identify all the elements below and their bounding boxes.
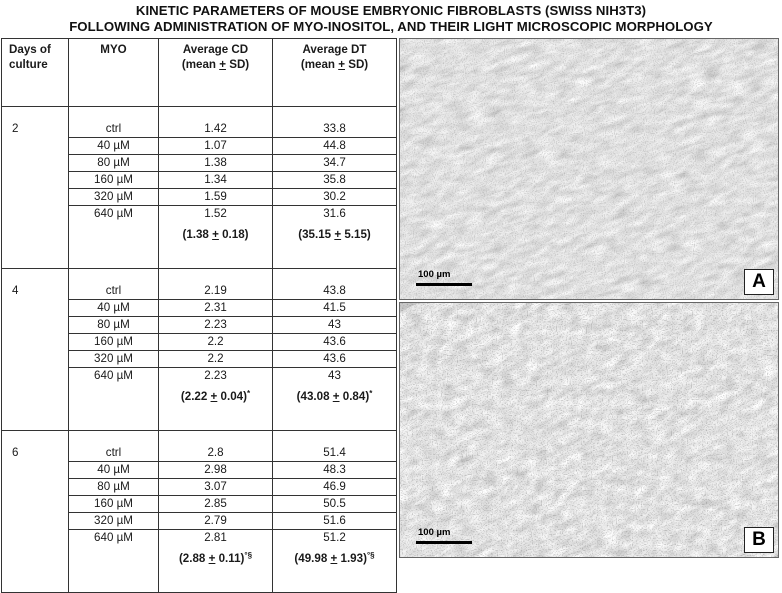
cell-cd [159,206,273,269]
micrograph-panel-a [399,38,779,300]
cell-cd [159,121,273,138]
dt-mean-text: (35.15 + 5.15) [298,228,371,241]
table-row [2,496,397,513]
dt-significance-mark: °§ [366,551,375,560]
cd-significance-mark: °§ [244,551,253,560]
header-cd-line-2: (mean + SD) [181,58,250,71]
cell-cd-value: 2.19 [204,283,227,297]
cell-dose: 160 µM [69,172,159,189]
cell-cd [159,189,273,206]
cell-dose: 80 µM [69,317,159,334]
cell-dt-value: 44.8 [323,139,346,152]
cell-day [2,317,69,334]
cell-cd [159,172,273,189]
cell-dt [273,496,397,513]
cell-cd-value: 2.8 [207,445,224,459]
cell-cd [159,334,273,351]
spacer-cell [2,107,69,121]
cell-dt [273,445,397,462]
cell-dt-value: 43.8 [323,283,346,297]
cell-dt-value: 30.2 [323,190,346,203]
cell-day [2,351,69,368]
cell-dt [273,513,397,530]
header-days [2,39,69,107]
cell-cd-value: 2.2 [207,352,224,365]
cell-day [2,138,69,155]
cell-cd-value: 2.81 [204,531,227,544]
table-row [2,513,397,530]
cell-cd-value: 2.23 [204,318,227,331]
figure-title [0,0,782,38]
kinetic-parameters-table [1,38,397,593]
table-row [2,138,397,155]
header-myo: MYO [69,39,159,107]
header-row [2,39,397,107]
cell-dt [273,155,397,172]
cell-dt [273,138,397,155]
cell-cd [159,155,273,172]
cell-cd [159,462,273,479]
cell-dose: 40 µM [69,138,159,155]
table-row [2,530,397,593]
scale-label-a: 100 µm [418,269,451,280]
micrograph-a-image [400,39,778,299]
cell-dt-value: 43 [328,318,341,331]
table-row [2,479,397,496]
cell-cd [159,445,273,462]
cell-cd-value: 1.59 [204,190,227,203]
spacer-cell [273,431,397,445]
cell-dose: 80 µM [69,155,159,172]
cell-dt [273,300,397,317]
table-row [2,334,397,351]
cell-dt-group-mean [273,224,396,242]
cell-dt [273,368,397,431]
header-cd [159,39,273,107]
spacer-cell [2,431,69,445]
dt-significance-mark: * [369,389,373,398]
cell-dt-value: 35.8 [323,173,346,186]
cell-cd-value: 1.52 [204,207,227,220]
panel-label-b: B [744,527,774,553]
header-cd-line-1: Average CD [182,43,249,56]
cell-dose: 160 µM [69,334,159,351]
cell-dose: 40 µM [69,462,159,479]
header-dt-line-1: Average DT [302,43,367,56]
panel-label-a: A [744,269,774,295]
cell-dt [273,334,397,351]
spacer-cell [2,269,69,283]
cell-dose: ctrl [69,283,159,300]
cell-day [2,206,69,269]
header-days-line-1: Days of [9,43,51,56]
cell-cd [159,496,273,513]
cd-mean-text: (2.22 + 0.04) [180,390,247,403]
cell-cd-value: 1.07 [204,139,227,152]
spacer-cell [273,107,397,121]
spacer-row [2,269,397,283]
cell-cd [159,283,273,300]
cell-dt [273,283,397,300]
cell-dt-value: 46.9 [323,480,346,493]
cell-dt-value: 51.2 [323,531,346,544]
cell-cd [159,479,273,496]
cd-mean-text: (2.88 + 0.11) [178,552,245,565]
dt-mean-text: (49.98 + 1.93) [294,552,367,565]
cell-dt-value: 43.6 [323,335,346,348]
cell-dt-value: 50.5 [323,497,346,510]
cd-significance-mark: * [246,389,251,398]
table-row [2,155,397,172]
cell-cd-value: 2.85 [204,497,227,510]
scale-label-b: 100 µm [418,527,451,538]
cell-cd [159,317,273,334]
spacer-cell [159,269,273,283]
table-row [2,445,397,462]
table-row [2,351,397,368]
micrograph-b-image [400,303,778,557]
header-dt-line-2: (mean + SD) [300,58,369,71]
cell-dt-value: 41.5 [323,301,346,314]
cell-cd [159,530,273,593]
table-row [2,368,397,431]
cell-dose: 80 µM [69,479,159,496]
cell-day [2,189,69,206]
cell-dt [273,462,397,479]
spacer-cell [273,269,397,283]
cell-day [2,496,69,513]
cell-cd-value: 3.07 [204,480,227,493]
cell-day [2,368,69,431]
table-row [2,189,397,206]
scale-bar-b [416,541,472,544]
cell-dose: 320 µM [69,513,159,530]
cell-dt-value: 43 [328,369,341,382]
cell-dt-value: 51.4 [323,445,346,459]
cell-dose: 160 µM [69,496,159,513]
cell-day: 2 [2,121,69,138]
cell-dt [273,206,397,269]
cell-dose: 320 µM [69,351,159,368]
cell-cd [159,368,273,431]
cell-dt-value: 43.6 [323,352,346,365]
cell-cd-group-mean [159,548,272,566]
cell-dose: 640 µM [69,530,159,593]
cell-dose: ctrl [69,121,159,138]
cell-cd-value: 2.23 [204,369,227,382]
cell-cd [159,300,273,317]
cell-cd [159,513,273,530]
cell-day [2,155,69,172]
cell-dt [273,479,397,496]
cell-cd-value: 1.34 [204,173,227,186]
cell-dt [273,351,397,368]
dt-mean-text: (43.08 + 0.84) [296,390,370,403]
cell-dt-value: 34.7 [323,156,346,169]
header-dt [273,39,397,107]
cell-day [2,479,69,496]
cell-dt [273,530,397,593]
cell-dose: 40 µM [69,300,159,317]
cell-day: 4 [2,283,69,300]
table-body [2,107,397,593]
title-line-2: FOLLOWING ADMINISTRATION OF MYO-INOSITOL, AND THEIR LIGHT MICROSCOPIC MORPHOLOGY [69,19,713,34]
table-row [2,206,397,269]
cell-dose: 640 µM [69,368,159,431]
title-line-1: KINETIC PARAMETERS OF MOUSE EMBRYONIC FIBROBLASTS (SWISS NIH3T3) [135,3,647,18]
cell-day [2,462,69,479]
table-row [2,462,397,479]
table-row [2,283,397,300]
cell-cd-group-mean [159,386,272,404]
cell-day: 6 [2,445,69,462]
cell-cd [159,351,273,368]
cell-cd-value: 1.42 [204,121,227,135]
spacer-cell [69,269,159,283]
micrograph-panel-b [399,302,779,558]
cell-dt-value: 51.6 [323,514,346,527]
header-days-line-2: culture [9,58,48,71]
cell-cd-value: 1.38 [204,156,227,169]
cell-day [2,513,69,530]
cell-cd-value: 2.79 [204,514,227,527]
cell-day [2,530,69,593]
spacer-row [2,107,397,121]
table-row [2,317,397,334]
spacer-cell [69,431,159,445]
cell-cd [159,138,273,155]
table-row [2,172,397,189]
cell-dt [273,189,397,206]
spacer-cell [69,107,159,121]
table-row [2,121,397,138]
cell-dose: 320 µM [69,189,159,206]
table-row [2,300,397,317]
cell-dt-group-mean [273,386,396,404]
cell-dose: 640 µM [69,206,159,269]
cell-dt [273,317,397,334]
scale-bar-a [416,283,472,286]
cell-cd-value: 2.2 [207,335,224,348]
spacer-cell [159,431,273,445]
cell-cd-value: 2.31 [204,301,227,314]
cell-day [2,300,69,317]
spacer-row [2,431,397,445]
cell-cd-value: 2.98 [204,463,227,476]
cell-dt [273,121,397,138]
spacer-cell [159,107,273,121]
cell-cd-group-mean [159,224,272,242]
cell-dt [273,172,397,189]
cell-day [2,172,69,189]
cell-dt-value: 33.8 [323,121,346,135]
cell-day [2,334,69,351]
cell-dt-group-mean [273,548,396,566]
cell-dose: ctrl [69,445,159,462]
cell-dt-value: 48.3 [323,463,346,476]
cell-dt-value: 31.6 [323,207,346,220]
cd-mean-text: (1.38 + 0.18) [182,228,249,241]
